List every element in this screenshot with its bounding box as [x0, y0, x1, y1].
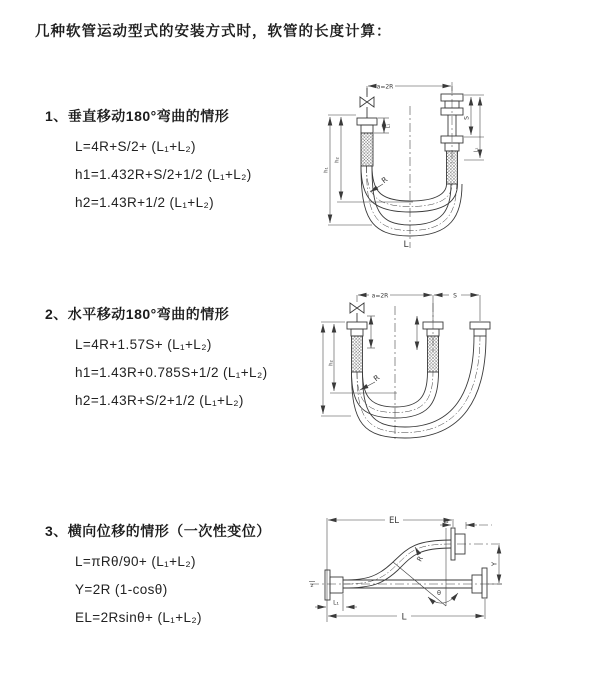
right-hose-braid [447, 151, 458, 184]
dim-label-fitting-right: L₁ [473, 147, 480, 153]
dim-label-el: EL [388, 516, 400, 526]
middle-hose-braid [428, 336, 439, 372]
section-horizontal-bend [45, 304, 267, 408]
section-2-formula-length: L=4R+1.57S+ (L₁+L₂) [75, 337, 212, 352]
section-3-formula-el: EL=2Rsinθ+ (L₁+L₂) [75, 610, 202, 625]
diagram-lateral-displacement [300, 498, 600, 653]
dim-label-h2: h₂ [334, 157, 341, 163]
s-curve-hose-position-1 [343, 540, 451, 588]
valve-icon [350, 303, 364, 322]
section-3-formula-length: L=πRθ/90+ (L₁+L₂) [75, 554, 196, 569]
section-2-formula-h1: h1=1.43R+0.785S+1/2 (L₁+L₂) [75, 365, 268, 380]
hose-position-2 [352, 336, 487, 438]
hose-upper-position [361, 166, 458, 212]
section-3-formula-y: Y=2R (1-cosθ) [75, 582, 168, 597]
dim-label-y: Y [490, 561, 499, 567]
radius-label: R [415, 554, 425, 564]
axis-mark: z [310, 583, 314, 589]
left-flange [325, 570, 343, 600]
dim-label-l2: L₂ [443, 519, 449, 525]
dim-label-l1: L₁ [333, 599, 339, 607]
dimension-lines [328, 86, 484, 225]
section-1-heading: 1、垂直移动180°弯曲的情形 [45, 108, 230, 124]
left-hose-braid [361, 133, 373, 166]
left-hose-braid [352, 336, 363, 372]
length-label: L [403, 240, 409, 250]
page-title: 几种软管运动型式的安装方式时，软管的长度计算： [35, 24, 392, 40]
section-3-heading: 3、横向位移的情形（一次性变位） [45, 523, 271, 539]
right-flange-moved [470, 322, 490, 336]
dim-label-h1: h₁ [323, 167, 330, 173]
dimension-lines [321, 295, 480, 416]
section-1-formula-length: L=4R+S/2+ (L₁+L₂) [75, 139, 196, 154]
radius-label: R [379, 174, 390, 186]
diagram-horizontal-180-bend [305, 278, 600, 463]
dim-label-fitting-left: L₁ [385, 123, 392, 129]
section-1-formula-h1: h1=1.432R+S/2+1/2 (L₁+L₂) [75, 167, 252, 182]
left-flange [357, 118, 377, 133]
section-vertical-bend [45, 106, 252, 210]
dim-label-span: a=2R [371, 292, 389, 300]
right-flange-position-2 [472, 568, 487, 598]
section-lateral-displacement [45, 521, 271, 625]
section-2-formula-h2: h2=1.43R+S/2+1/2 (L₁+L₂) [75, 393, 244, 408]
length-label: L [401, 612, 407, 623]
radius-label: R [371, 372, 382, 384]
section-1-formula-h2: h2=1.43R+1/2 (L₁+L₂) [75, 195, 215, 210]
diagram-vertical-180-bend [310, 70, 600, 265]
left-flange [347, 322, 367, 336]
dim-label-h2: h₂ [328, 360, 335, 366]
dim-label-span: a=2R [376, 83, 394, 91]
angle-theta-label: θ [437, 589, 441, 597]
dim-label-travel: S [463, 116, 471, 120]
section-2-heading: 2、水平移动180°弯曲的情形 [45, 306, 230, 322]
dim-label-travel: S [453, 292, 457, 300]
